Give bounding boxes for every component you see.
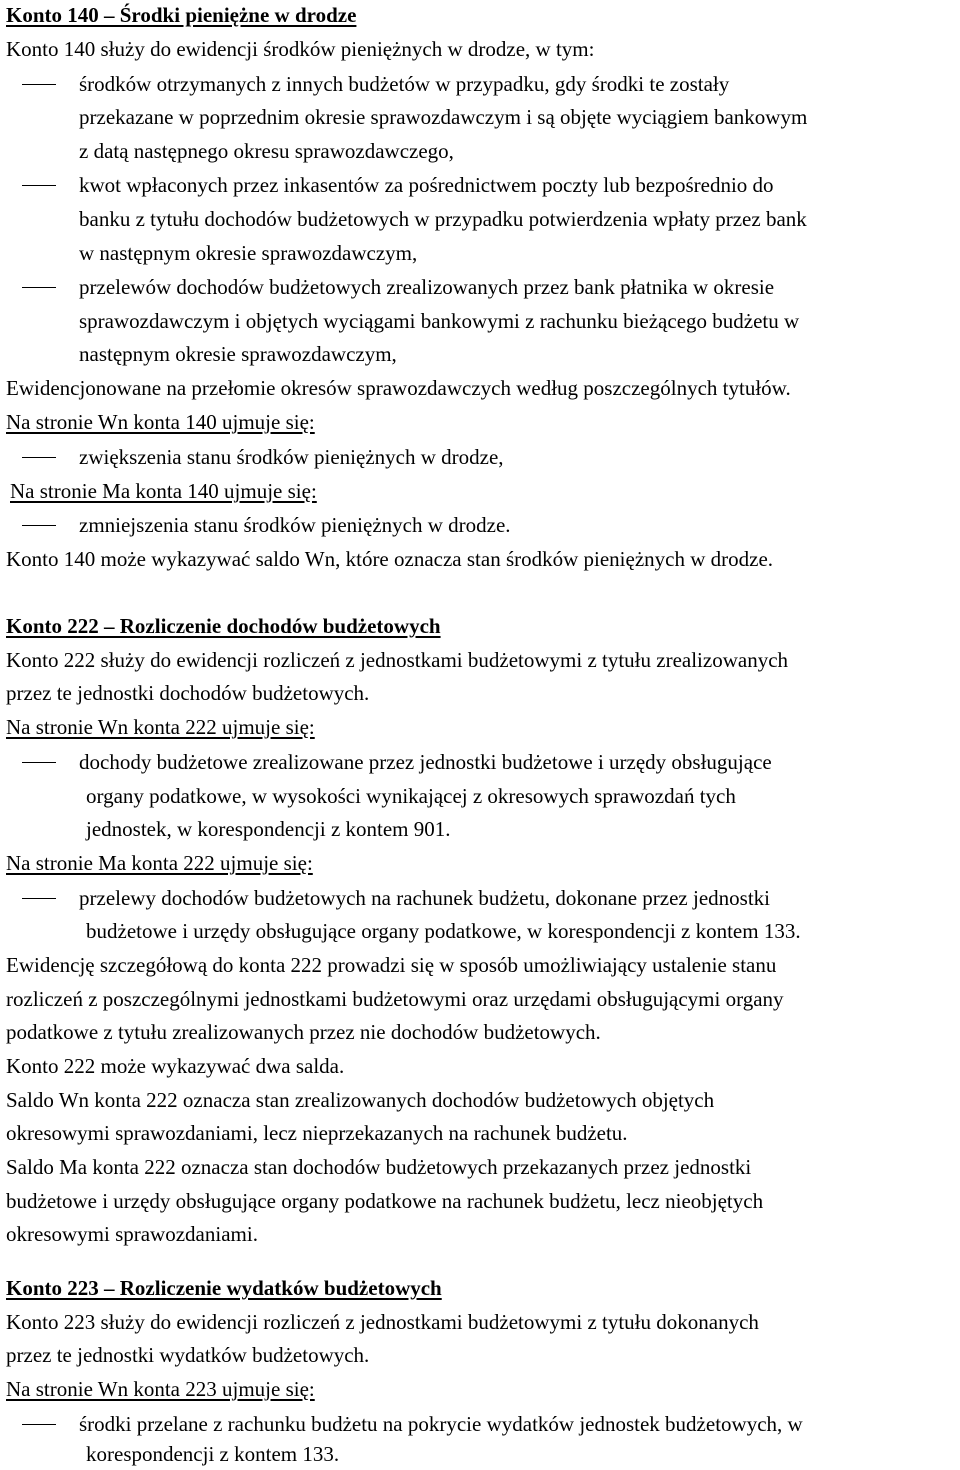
dash-bullet — [22, 762, 56, 763]
paragraph: Konto 140 może wykazywać saldo Wn, które oznacza stan środków pieniężnych w drodze. — [6, 547, 774, 571]
dash-bullet — [22, 1424, 56, 1425]
section-heading-223: Konto 223 – Rozliczenie wydatków budżetowych — [6, 1276, 442, 1300]
ma-label: Na stronie Ma konta 140 ujmuje się: — [10, 479, 317, 503]
dash-bullet — [22, 525, 56, 526]
list-item-line: przelewy dochodów budżetowych na rachunek budżetu, dokonane przez jednostki — [79, 886, 771, 910]
list-item-line: korespondencji z kontem 133. — [86, 1442, 340, 1466]
list-item-line: środki przelane z rachunku budżetu na pokrycie wydatków jednostek budżetowych, w — [79, 1412, 803, 1436]
list-item-line: środków otrzymanych z innych budżetów w przypadku, gdy środki te zostały — [79, 72, 730, 96]
paragraph-line: przez te jednostki wydatków budżetowych. — [6, 1343, 370, 1367]
paragraph-line: rozliczeń z poszczególnymi jednostkami budżetowymi oraz urzędami obsługującymi organy — [6, 987, 784, 1011]
section-heading-140: Konto 140 – Środki pieniężne w drodze — [6, 3, 357, 27]
list-item-line: przekazane w poprzednim okresie sprawozdawczym i są objęte wyciągiem bankowym — [79, 105, 808, 129]
wn-label: Na stronie Wn konta 222 ujmuje się: — [6, 715, 315, 739]
paragraph-line: budżetowe i urzędy obsługujące organy podatkowe na rachunek budżetu, lecz nieobjętych — [6, 1189, 764, 1213]
paragraph-line: podatkowe z tytułu zrealizowanych przez nie dochodów budżetowych. — [6, 1020, 601, 1044]
list-item-line: jednostek, w korespondencji z kontem 901. — [86, 817, 451, 841]
list-item-line: banku z tytułu dochodów budżetowych w przypadku potwierdzenia wpłaty przez bank — [79, 207, 807, 231]
list-item-line: z datą następnego okresu sprawozdawczego, — [79, 139, 454, 163]
paragraph-line: okresowymi sprawozdaniami, lecz nieprzekazanych na rachunek budżetu. — [6, 1121, 628, 1145]
list-item-line: następnym okresie sprawozdawczym, — [79, 342, 397, 366]
list-item-line: zmniejszenia stanu środków pieniężnych w drodze. — [79, 513, 511, 537]
ma-label: Na stronie Ma konta 222 ujmuje się: — [6, 851, 313, 875]
list-item-line: przelewów dochodów budżetowych zrealizowanych przez bank płatnika w okresie — [79, 275, 775, 299]
paragraph-line: Konto 223 służy do ewidencji rozliczeń z jednostkami budżetowymi z tytułu dokonanych — [6, 1310, 759, 1334]
dash-bullet — [22, 898, 56, 899]
paragraph-line: Ewidencję szczegółową do konta 222 prowadzi się w sposób umożliwiający ustalenie stanu — [6, 953, 777, 977]
list-item-line: dochody budżetowe zrealizowane przez jednostki budżetowe i urzędy obsługujące — [79, 750, 772, 774]
list-item-line: sprawozdawczym i objętych wyciągami bankowymi z rachunku bieżącego budżetu w — [79, 309, 800, 333]
list-item-line: kwot wpłaconych przez inkasentów za pośrednictwem poczty lub bezpośrednio do — [79, 173, 774, 197]
paragraph-line: Saldo Ma konta 222 oznacza stan dochodów budżetowych przekazanych przez jednostki — [6, 1155, 752, 1179]
list-item-line: budżetowe i urzędy obsługujące organy podatkowe, w korespondencji z kontem 133. — [86, 919, 801, 943]
wn-label: Na stronie Wn konta 140 ujmuje się: — [6, 410, 315, 434]
dash-bullet — [22, 185, 56, 186]
paragraph-line: Saldo Wn konta 222 oznacza stan zrealizowanych dochodów budżetowych objętych — [6, 1088, 715, 1112]
section-intro: Konto 140 służy do ewidencji środków pieniężnych w drodze, w tym: — [6, 37, 595, 61]
list-item-line: w następnym okresie sprawozdawczym, — [79, 241, 418, 265]
paragraph: Ewidencjonowane na przełomie okresów sprawozdawczych według poszczególnych tytułów. — [6, 376, 791, 400]
paragraph-line: przez te jednostki dochodów budżetowych. — [6, 681, 370, 705]
paragraph: Konto 222 może wykazywać dwa salda. — [6, 1054, 345, 1078]
dash-bullet — [22, 84, 56, 85]
dash-bullet — [22, 457, 56, 458]
paragraph-line: Konto 222 służy do ewidencji rozliczeń z jednostkami budżetowymi z tytułu zrealizowanych — [6, 648, 789, 672]
paragraph-line: okresowymi sprawozdaniami. — [6, 1222, 258, 1246]
dash-bullet — [22, 287, 56, 288]
list-item-line: organy podatkowe, w wysokości wynikającej z okresowych sprawozdań tych — [86, 784, 736, 808]
list-item-line: zwiększenia stanu środków pieniężnych w drodze, — [79, 445, 504, 469]
wn-label: Na stronie Wn konta 223 ujmuje się: — [6, 1377, 315, 1401]
section-heading-222: Konto 222 – Rozliczenie dochodów budżetowych — [6, 614, 441, 638]
